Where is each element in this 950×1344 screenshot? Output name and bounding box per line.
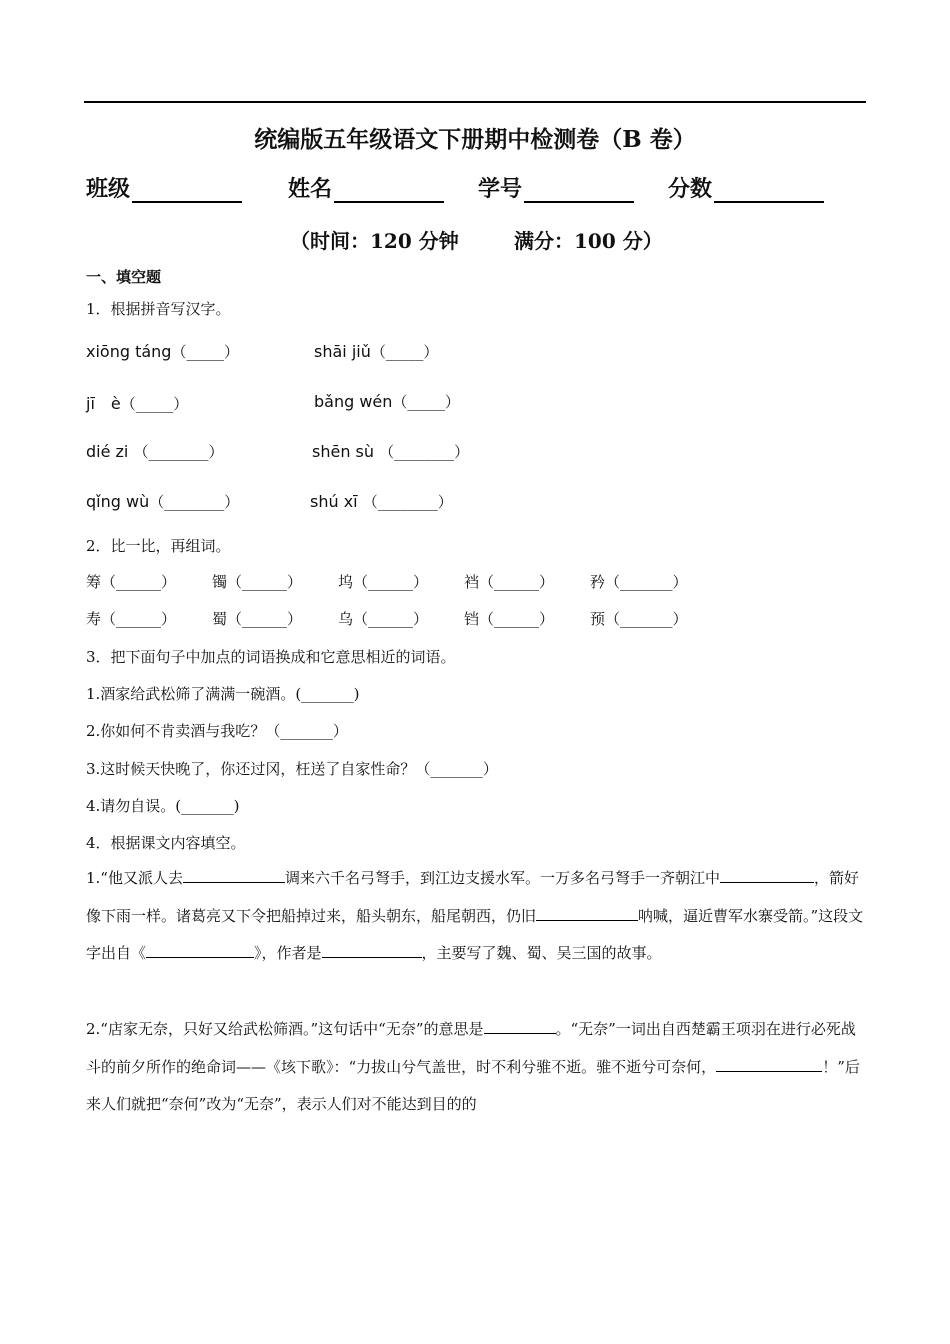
score-field (668, 172, 824, 203)
compare-item: 预（_______） (590, 610, 688, 628)
answer-blank[interactable]: （______） (227, 610, 303, 628)
answer-blank[interactable]: （________） (362, 493, 453, 511)
number-blank[interactable] (524, 177, 634, 203)
answer-blank[interactable]: （_______） (605, 610, 688, 628)
time-info: （时间：120 分钟 (290, 229, 459, 253)
score-blank[interactable] (714, 177, 824, 203)
answer-blank[interactable]: （_____） (392, 393, 460, 411)
pinyin-item: shāi jiǔ（_____） (314, 342, 439, 361)
pinyin-item: xiōng táng（_____） (86, 342, 239, 361)
answer-blank[interactable] (146, 943, 254, 958)
compare-item: 裆（______） (464, 573, 555, 591)
answer-blank[interactable]: （_______） (605, 573, 688, 591)
compare-item: 铛（______） (464, 610, 555, 628)
pinyin-item: shēn sù （________） (312, 442, 470, 461)
answer-blank[interactable]: （______） (227, 573, 303, 591)
answer-blank[interactable] (484, 1019, 556, 1034)
q1-stem: 1．根据拼音写汉字。 (86, 300, 231, 318)
compare-item: 蜀（______） (212, 610, 303, 628)
answer-blank[interactable]: （_____） (370, 343, 439, 361)
number-label: 学号 (478, 176, 523, 202)
page-title: 统编版五年级语文下册期中检测卷（B 卷） (254, 126, 696, 153)
q4-paragraph-1: 1.“他又派人去 调来六千名弓弩手，到江边支援水军。一万多名弓弩手一齐朝江中 ，箭好像下雨一样。诸葛亮又下令把船掉过来，船头朝东，船尾朝西，仍旧 呐喊，逼近曹军水寨受箭。”这段文字出自《 》，作者是 ，主要写了魏、蜀、吴三国的故事。 (86, 869, 864, 962)
pinyin-item: jī è（_____） (86, 394, 189, 413)
answer-blank[interactable] (716, 1057, 822, 1072)
pinyin-item: dié zi （________） (86, 442, 224, 461)
pinyin-item: bǎng wén（_____） (314, 392, 460, 411)
name-label: 姓名 (288, 176, 333, 202)
compare-item: 矜（_______） (590, 573, 688, 591)
answer-blank[interactable] (322, 943, 422, 958)
pinyin-item: shú xī （________） (310, 492, 453, 511)
q3-stem: 3．把下面句子中加点的词语换成和它意思相近的词语。 (86, 648, 456, 666)
answer-blank[interactable] (536, 906, 638, 921)
answer-blank[interactable]: （________） (379, 443, 470, 461)
answer-blank[interactable]: （________） (133, 443, 224, 461)
answer-blank[interactable]: （______） (353, 573, 429, 591)
section-heading: 一、填空题 (86, 268, 162, 286)
class-field (86, 172, 242, 203)
compare-item: 坞（______） (338, 573, 429, 591)
number-field (478, 172, 634, 203)
class-label: 班级 (86, 176, 131, 202)
q3-item: 2.你如何不肯卖酒与我吃？（_______） (86, 722, 348, 740)
answer-blank[interactable]: （_____） (120, 395, 189, 413)
answer-blank[interactable]: （______） (353, 610, 429, 628)
answer-blank[interactable] (720, 868, 814, 883)
answer-blank[interactable]: （______） (101, 610, 177, 628)
q3-item: 3.这时候天快晚了，你还过冈，枉送了自家性命？（_______） (86, 760, 498, 778)
top-rule (84, 101, 866, 103)
score-label: 分数 (668, 176, 713, 202)
compare-item: 寿（______） (86, 610, 177, 628)
compare-item: 镯（______） (212, 573, 303, 591)
class-blank[interactable] (132, 177, 242, 203)
q2-stem: 2．比一比，再组词。 (86, 537, 231, 555)
name-field (288, 172, 444, 203)
answer-blank[interactable]: （________） (149, 493, 240, 511)
answer-blank[interactable]: （_____） (171, 343, 239, 361)
q4-stem: 4．根据课文内容填空。 (86, 834, 246, 852)
full-score-info: 满分：100 分） (514, 229, 663, 253)
answer-blank[interactable]: （______） (101, 573, 177, 591)
q3-item: 4.请勿自误。(_______) (86, 797, 240, 815)
compare-item: 筹（______） (86, 573, 177, 591)
answer-blank[interactable]: （______） (479, 573, 555, 591)
q3-item: 1.酒家给武松筛了满满一碗酒。(_______) (86, 685, 360, 703)
answer-blank[interactable] (183, 868, 285, 883)
answer-blank[interactable]: （______） (479, 610, 555, 628)
q4-paragraph-2: 2.“店家无奈，只好又给武松筛酒。”这句话中“无奈”的意思是 。“无奈”一词出自西楚霸王项羽在进行必死战斗的前夕所作的绝命词——《垓下歌》：“力拔山兮气盖世，时不利兮骓不逝。骓不逝兮可奈何， ！”后来人们就把“奈何”改为“无奈”，表示人们对不能达到目的的 (86, 1020, 860, 1113)
pinyin-item: qǐng wù（________） (86, 492, 240, 511)
name-blank[interactable] (334, 177, 444, 203)
compare-item: 乌（______） (338, 610, 429, 628)
